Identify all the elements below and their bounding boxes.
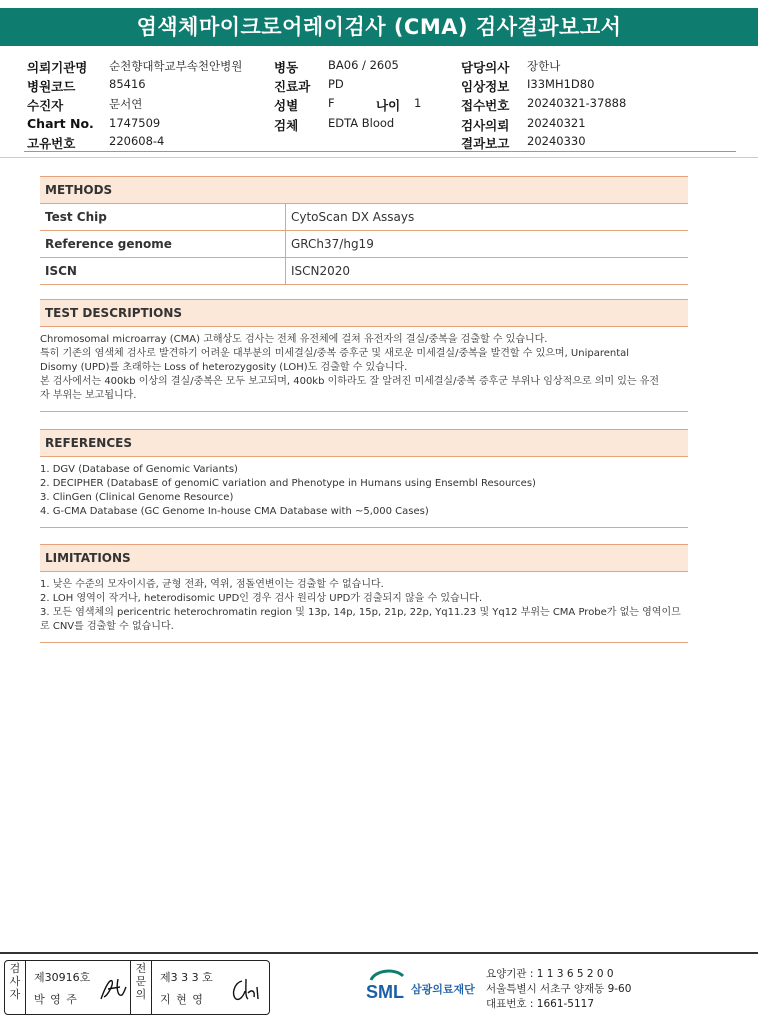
limitation-item: 3. 모든 염색체의 pericentric heterochromatin region 및 13p, 14p, 15p, 21p, 22p, Yq11.23 및 Yq12 부위는 CMA Probe가 없는 영역이므 — [40, 607, 681, 618]
institution-address: 서울특별시 서초구 양재동 9-60 — [486, 983, 632, 995]
table-row — [40, 231, 688, 258]
methods-section — [40, 176, 688, 285]
examiner-label: 검사자 — [5, 961, 26, 1015]
institution-info — [486, 967, 631, 1012]
sex-value: F — [328, 96, 335, 110]
references-body — [40, 457, 688, 528]
methods-value: CytoScan DX Assays — [286, 204, 689, 231]
description-line: 자 부위는 보고됩니다. — [40, 390, 137, 401]
description-line: 특히 기존의 염색체 검사로 발견하기 어려운 대부분의 미세결실/중복 증후군 및 새로운 미세결실/중복을 발견할 수 있으며, Uniparental — [40, 348, 630, 359]
methods-value: ISCN2020 — [286, 258, 689, 285]
table-row — [40, 258, 688, 285]
methods-heading: METHODS — [40, 176, 688, 204]
logo-text: SML — [366, 982, 404, 1002]
age-label: 나이 — [376, 98, 401, 113]
clinical-label: 임상정보 — [461, 79, 510, 94]
clinical-value: I33MH1D80 — [527, 77, 595, 91]
examiner-license: 제30916호 — [34, 971, 91, 984]
specialist-label: 전문의 — [131, 961, 152, 1015]
institution-label: 의뢰기관명 — [27, 60, 88, 75]
limitations-body — [40, 572, 688, 643]
header-divider — [24, 151, 736, 152]
header-divider-2 — [0, 157, 758, 158]
receipt-label: 접수번호 — [461, 98, 510, 113]
description-line: 본 검사에서는 400kb 이상의 결실/중복은 모두 보고되며, 400kb 이하라도 잘 알려진 미세결실/중복 증후군 부위나 임상적으로 의미 있는 유전 — [40, 376, 660, 387]
unique-value: 220608-4 — [109, 134, 165, 148]
chart-label: Chart No. — [27, 116, 94, 131]
ward-value: BA06 / 2605 — [328, 58, 399, 72]
reference-item: 4. G-CMA Database (GC Genome In-house CMA Database with ~5,000 Cases) — [40, 506, 429, 517]
description-line: Chromosomal microarray (CMA) 고해상도 검사는 전체 유전체에 걸쳐 유전자의 결실/중복을 검출할 수 있습니다. — [40, 334, 548, 345]
methods-value: GRCh37/hg19 — [286, 231, 689, 258]
chart-value: 1747509 — [109, 116, 161, 130]
receipt-value: 20240321-37888 — [527, 96, 627, 110]
institution-phone: 대표번호 : 1661-5117 — [486, 998, 595, 1010]
references-heading: REFERENCES — [40, 429, 688, 457]
description-line: Disomy (UPD)를 초래하는 Loss of heterozygosity (LOH)도 검출할 수 있습니다. — [40, 362, 408, 373]
unique-label: 고유번호 — [27, 136, 76, 151]
reference-item: 2. DECIPHER (DatabasE of genomiC variation and Phenotype in Humans using Ensembl Resources) — [40, 478, 536, 489]
examiner-cell — [26, 961, 131, 1014]
limitations-section — [40, 544, 688, 643]
report-date-value: 20240330 — [527, 134, 586, 148]
patient-header — [0, 54, 758, 152]
footer-divider — [0, 952, 758, 954]
ward-label: 병동 — [274, 60, 299, 75]
limitations-heading: LIMITATIONS — [40, 544, 688, 572]
descriptions-heading: TEST DESCRIPTIONS — [40, 299, 688, 327]
specialist-cell — [152, 961, 269, 1014]
limitation-item: 2. LOH 영역이 작거나, heterodisomic UPD인 경우 검사 원리상 UPD가 검출되지 않을 수 있습니다. — [40, 593, 483, 604]
references-section — [40, 429, 688, 528]
specialist-signature — [228, 975, 262, 1005]
specialist-name: 지 현 영 — [160, 993, 204, 1006]
report-title: 염색체마이크로어레이검사 (CMA) 검사결과보고서 — [0, 8, 758, 46]
specimen-label: 검체 — [274, 118, 299, 133]
specimen-value: EDTA Blood — [328, 116, 395, 130]
methods-key: Test Chip — [40, 204, 286, 231]
dept-value: PD — [328, 77, 344, 91]
specialist-license: 제3 3 3 호 — [160, 971, 213, 984]
limitation-item: 1. 낮은 수준의 모자이시즘, 균형 전좌, 역위, 점돌연변이는 검출할 수 없습니다. — [40, 579, 384, 590]
limitation-item: 로 CNV를 검출할 수 없습니다. — [40, 621, 174, 632]
reference-item: 1. DGV (Database of Genomic Variants) — [40, 464, 238, 475]
organization-name: 삼광의료재단 — [411, 983, 475, 996]
institution-value: 순천향대학교부속천안병원 — [109, 59, 243, 73]
patient-label: 수진자 — [27, 98, 64, 113]
sml-logo-icon — [365, 966, 409, 1006]
reference-item: 3. ClinGen (Clinical Genome Resource) — [40, 492, 234, 503]
descriptions-body — [40, 327, 688, 412]
request-label: 검사의뢰 — [461, 118, 510, 133]
methods-key: ISCN — [40, 258, 286, 285]
methods-key: Reference genome — [40, 231, 286, 258]
report-date-label: 결과보고 — [461, 136, 510, 151]
hospital-code-value: 85416 — [109, 77, 146, 91]
request-value: 20240321 — [527, 116, 586, 130]
organization-logo — [365, 966, 475, 1010]
examiner-name: 박 영 주 — [34, 993, 78, 1006]
hospital-code-label: 병원코드 — [27, 79, 76, 94]
examiner-signature — [98, 975, 128, 1005]
care-institution-number: 요양기관 : 1 1 3 6 5 2 0 0 — [486, 968, 614, 980]
table-row — [40, 204, 688, 231]
doctor-value: 장한나 — [527, 59, 561, 73]
descriptions-section — [40, 299, 688, 412]
age-value: 1 — [414, 96, 422, 110]
signature-box — [4, 960, 270, 1015]
methods-table — [40, 204, 688, 285]
doctor-label: 담당의사 — [461, 60, 510, 75]
patient-value: 문서연 — [109, 97, 143, 111]
dept-label: 진료과 — [274, 79, 311, 94]
sex-label: 성별 — [274, 98, 299, 113]
